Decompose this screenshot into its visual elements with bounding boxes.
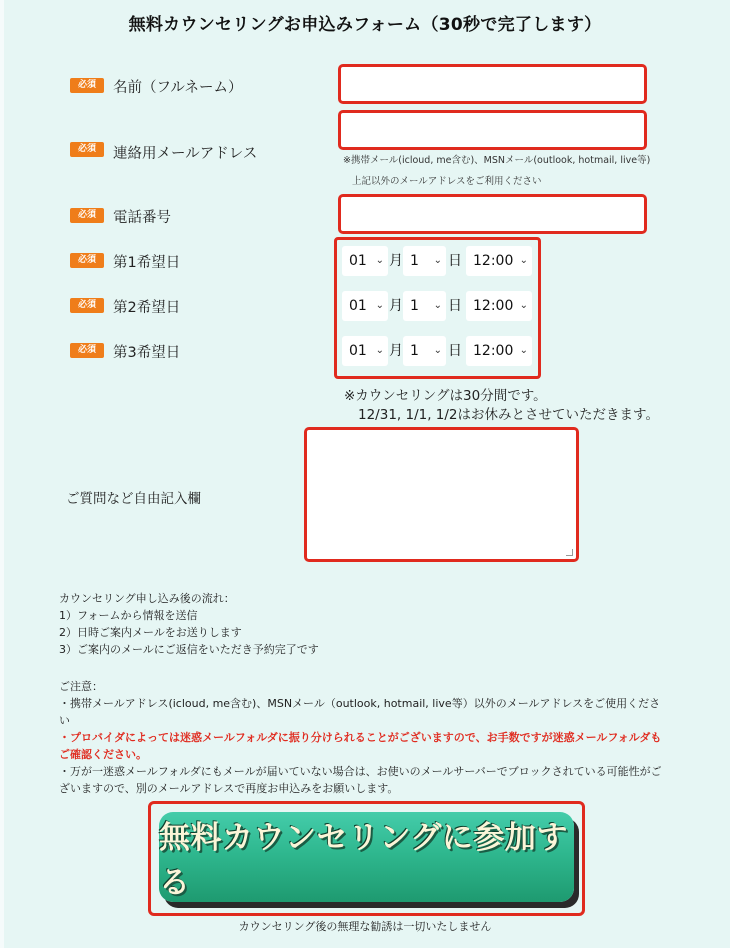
required-badge-date-3: 必須 xyxy=(70,343,104,358)
day-unit: 日 xyxy=(448,298,462,314)
month-unit: 月 xyxy=(389,343,403,359)
required-badge-date-2: 必須 xyxy=(70,298,104,313)
caution-section xyxy=(59,678,671,797)
date-2-month-select[interactable] xyxy=(342,291,388,321)
required-badge-email: 必須 xyxy=(70,142,104,157)
email-input[interactable] xyxy=(338,110,647,150)
name-input[interactable] xyxy=(338,64,647,104)
date-2-month-value: 01 xyxy=(349,298,367,314)
flow-step: 3）ご案内のメールにご返信をいただき予約完了です xyxy=(59,643,319,656)
date-2-time-value: 12:00 xyxy=(473,298,514,314)
chevron-down-icon: ⌄ xyxy=(519,300,528,311)
caution-spam-warning: ・プロバイダによっては迷惑メールフォルダに振り分けられることがございますので、お手数ですが迷惑メールフォルダもご確認ください。 xyxy=(59,731,662,761)
date-3-label: 第3希望日 xyxy=(113,345,181,361)
chevron-down-icon: ⌄ xyxy=(519,345,528,356)
date-3-month-select[interactable] xyxy=(342,336,388,366)
date-2-day-value: 1 xyxy=(410,298,419,314)
caution-heading: ご注意： xyxy=(59,680,103,693)
date-1-day-value: 1 xyxy=(410,253,419,269)
day-unit: 日 xyxy=(448,343,462,359)
name-label: 名前（フルネーム） xyxy=(113,80,243,96)
form-title: 無料カウンセリングお申込みフォーム（30秒で完了します） xyxy=(128,15,602,35)
date-2-time-select[interactable] xyxy=(466,291,532,321)
month-unit: 月 xyxy=(389,253,403,269)
email-label: 連絡用メールアドレス xyxy=(113,146,258,162)
date-1-label: 第1希望日 xyxy=(113,255,181,271)
page-edge xyxy=(0,0,4,948)
phone-label: 電話番号 xyxy=(113,210,171,226)
chevron-down-icon: ⌄ xyxy=(433,300,442,311)
date-1-day-select[interactable] xyxy=(403,246,446,276)
resize-grip-icon[interactable] xyxy=(566,549,573,556)
flow-section xyxy=(59,590,679,658)
join-counseling-button[interactable] xyxy=(159,812,574,902)
date-2-label: 第2希望日 xyxy=(113,300,181,316)
cta-highlight xyxy=(148,801,585,916)
required-badge-phone: 必須 xyxy=(70,208,104,223)
session-length-note: ※カウンセリングは30分間です。 xyxy=(344,388,547,404)
chevron-down-icon: ⌄ xyxy=(519,255,528,266)
caution-line-3: ・万が一迷惑メールフォルダにもメールが届いていない場合は、お使いのメールサーバーでブロックされている可能性がございますので、別のメールアドレスで再度お申込みをお願いします。 xyxy=(59,765,662,795)
email-hint-2: 上記以外のメールアドレスをご利用ください xyxy=(352,176,542,187)
flow-step: 1）フォームから情報を送信 xyxy=(59,609,198,622)
chevron-down-icon: ⌄ xyxy=(433,345,442,356)
comments-label: ご質問など自由記入欄 xyxy=(66,491,201,507)
caution-line-1: ・携帯メールアドレス(icloud, me含む)、MSNメール（outlook, hotmail, live等）以外のメールアドレスをご使用ください xyxy=(59,697,661,727)
date-2-day-select[interactable] xyxy=(403,291,446,321)
cta-label: 無料カウンセリングに参加する xyxy=(159,820,568,901)
phone-input[interactable] xyxy=(338,194,647,234)
date-3-day-select[interactable] xyxy=(403,336,446,366)
date-3-day-value: 1 xyxy=(410,343,419,359)
required-badge-date-1: 必須 xyxy=(70,253,104,268)
chevron-down-icon: ⌄ xyxy=(375,255,384,266)
month-unit: 月 xyxy=(389,298,403,314)
date-1-time-select[interactable] xyxy=(466,246,532,276)
date-1-time-value: 12:00 xyxy=(473,253,514,269)
date-1-month-value: 01 xyxy=(349,253,367,269)
date-1-month-select[interactable] xyxy=(342,246,388,276)
chevron-down-icon: ⌄ xyxy=(375,345,384,356)
chevron-down-icon: ⌄ xyxy=(433,255,442,266)
flow-step: 2）日時ご案内メールをお送りします xyxy=(59,626,242,639)
date-3-time-value: 12:00 xyxy=(473,343,514,359)
email-hint-1: ※携帯メール(icloud, me含む)、MSNメール(outlook, hotmail, live等) xyxy=(343,155,651,166)
date-3-month-value: 01 xyxy=(349,343,367,359)
required-badge-name: 必須 xyxy=(70,78,104,93)
comments-textarea[interactable] xyxy=(304,427,579,562)
chevron-down-icon: ⌄ xyxy=(375,300,384,311)
flow-heading: カウンセリング申し込み後の流れ： xyxy=(59,592,235,605)
day-unit: 日 xyxy=(448,253,462,269)
date-3-time-select[interactable] xyxy=(466,336,532,366)
no-pressure-note: カウンセリング後の無理な勧誘は一切いたしません xyxy=(238,920,492,933)
holiday-note: 12/31, 1/1, 1/2はお休みとさせていただきます。 xyxy=(358,407,659,423)
